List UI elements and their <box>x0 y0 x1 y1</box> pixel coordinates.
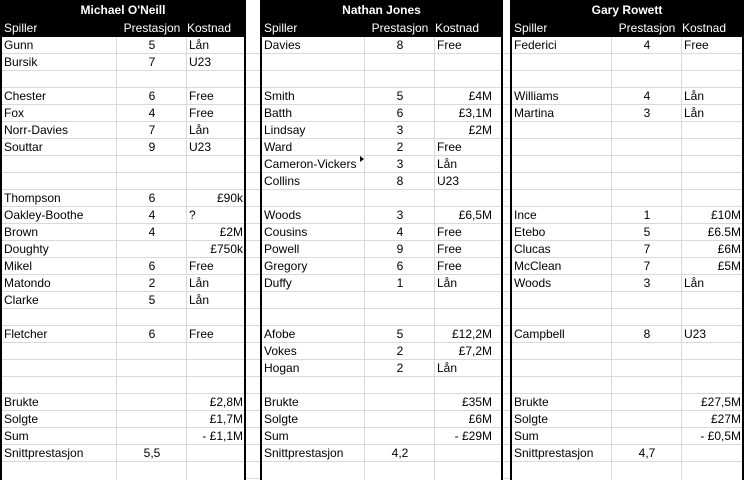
player-name-cell[interactable]: Woods <box>264 208 302 222</box>
player-name-cell[interactable]: Snittprestasjon <box>264 446 344 460</box>
table-row <box>512 275 742 292</box>
player-name-cell[interactable]: Mikel <box>4 259 33 273</box>
rating-cell[interactable]: 5 <box>396 89 404 103</box>
table-row <box>512 445 742 462</box>
table-row <box>262 394 501 411</box>
table-row <box>2 377 244 394</box>
player-name-cell[interactable]: Solgte <box>264 412 299 426</box>
player-column-header[interactable]: Spiller <box>514 21 548 35</box>
cost-cell[interactable]: Lån <box>437 276 458 290</box>
player-name-cell[interactable]: Cameron-Vickers <box>264 157 357 171</box>
cost-cell[interactable]: Lån <box>189 293 210 307</box>
cost-cell[interactable]: - £29M <box>454 429 492 443</box>
table-row <box>2 241 244 258</box>
manager-name[interactable]: Michael O'Neill <box>2 0 244 20</box>
rating-cell[interactable]: 2 <box>148 276 156 290</box>
table-row <box>262 258 501 275</box>
table-row <box>262 445 501 462</box>
rating-cell[interactable]: 4 <box>148 208 156 222</box>
table-row <box>2 71 244 88</box>
table-row <box>262 173 501 190</box>
rating-column-header[interactable]: Prestasjon <box>618 21 676 35</box>
table-row <box>512 207 742 224</box>
table-row <box>512 377 742 394</box>
rating-cell[interactable]: 4 <box>148 225 156 239</box>
cost-cell[interactable]: £2M <box>219 225 243 239</box>
table-row <box>512 37 742 54</box>
cost-cell[interactable]: - £0,5M <box>700 429 741 443</box>
table-row <box>2 309 244 326</box>
manager-block-2 <box>260 0 503 480</box>
column-header-row <box>262 20 501 37</box>
table-row <box>2 105 244 122</box>
cost-cell[interactable]: £2M <box>468 123 492 137</box>
table-row <box>262 326 501 343</box>
table-row <box>262 343 501 360</box>
table-row <box>262 428 501 445</box>
player-name-cell[interactable]: Sum <box>514 429 539 443</box>
table-row <box>512 326 742 343</box>
table-row <box>262 190 501 207</box>
table-row <box>262 275 501 292</box>
cost-cell[interactable]: Free <box>189 106 214 120</box>
table-row <box>512 190 742 207</box>
player-name-cell[interactable]: Federici <box>514 38 557 52</box>
player-name-cell[interactable]: Snittprestasjon <box>4 446 84 460</box>
rating-cell[interactable]: 1 <box>396 276 404 290</box>
rating-cell[interactable]: 8 <box>643 327 651 341</box>
column-header-row <box>512 20 742 37</box>
rating-cell[interactable]: 3 <box>396 208 404 222</box>
table-row <box>2 411 244 428</box>
table-row <box>2 224 244 241</box>
cost-cell[interactable]: £4M <box>468 89 492 103</box>
table-row <box>2 428 244 445</box>
rating-cell[interactable]: 4 <box>643 38 651 52</box>
player-name-cell[interactable]: Norr-Davies <box>4 123 69 137</box>
table-row <box>262 156 501 173</box>
rating-cell[interactable]: 7 <box>643 259 651 273</box>
player-name-cell[interactable]: Etebo <box>514 225 546 239</box>
cost-cell[interactable]: Lån <box>437 361 458 375</box>
rating-cell[interactable]: 9 <box>396 242 404 256</box>
player-name-cell[interactable]: Brukte <box>4 395 39 409</box>
cost-cell[interactable]: Free <box>189 259 214 273</box>
cost-cell[interactable]: £7,2M <box>458 344 492 358</box>
table-row <box>2 37 244 54</box>
cost-cell[interactable]: £6.5M <box>707 225 741 239</box>
rating-cell[interactable]: 5 <box>148 293 156 307</box>
rating-cell[interactable]: 6 <box>148 259 156 273</box>
cost-cell[interactable]: Free <box>189 89 214 103</box>
table-row <box>262 292 501 309</box>
rating-cell[interactable]: 5 <box>148 38 156 52</box>
cost-cell[interactable]: £90k <box>216 191 243 205</box>
rating-cell[interactable]: 6 <box>148 327 156 341</box>
player-name-cell[interactable]: Martina <box>514 106 555 120</box>
cost-cell[interactable]: - £1,1M <box>202 429 243 443</box>
cost-cell[interactable]: £27,5M <box>700 395 741 409</box>
cost-cell[interactable]: £10M <box>710 208 741 222</box>
rating-cell[interactable]: 7 <box>148 55 156 69</box>
table-row <box>2 207 244 224</box>
manager-block-3 <box>510 0 744 480</box>
player-name-cell[interactable]: Brown <box>4 225 39 239</box>
cost-cell[interactable]: Free <box>437 38 462 52</box>
table-row <box>262 207 501 224</box>
table-row <box>512 411 742 428</box>
table-row <box>512 139 742 156</box>
table-row <box>2 156 244 173</box>
player-name-cell[interactable]: Lindsay <box>264 123 306 137</box>
overflow-arrow-icon <box>360 156 364 162</box>
cost-cell[interactable]: £12,2M <box>451 327 492 341</box>
table-row <box>512 360 742 377</box>
player-name-cell[interactable]: Batth <box>264 106 293 120</box>
cost-cell[interactable]: £6M <box>468 412 492 426</box>
table-row <box>2 326 244 343</box>
player-name-cell[interactable]: McClean <box>514 259 562 273</box>
player-name-cell[interactable]: Woods <box>514 276 552 290</box>
table-row <box>512 258 742 275</box>
player-name-cell[interactable]: Brukte <box>514 395 549 409</box>
player-name-cell[interactable]: Hogan <box>264 361 300 375</box>
table-row <box>512 394 742 411</box>
player-name-cell[interactable]: Ward <box>264 140 293 154</box>
player-name-cell[interactable]: Solgte <box>514 412 549 426</box>
column-gap-2 <box>503 0 510 480</box>
rating-cell[interactable]: 7 <box>643 242 651 256</box>
cost-cell[interactable]: £5M <box>717 259 741 273</box>
rating-cell[interactable]: 6 <box>148 191 156 205</box>
rating-cell[interactable]: 4,2 <box>391 446 409 460</box>
cost-cell[interactable]: £6,5M <box>458 208 492 222</box>
rating-cell[interactable]: 5,5 <box>143 446 161 460</box>
player-name-cell[interactable]: Sum <box>4 429 29 443</box>
cost-cell[interactable]: U23 <box>189 140 212 154</box>
cost-cell[interactable]: Free <box>437 242 462 256</box>
cost-cell[interactable]: Lån <box>189 276 210 290</box>
table-row <box>2 139 244 156</box>
cost-cell[interactable]: Lån <box>684 89 705 103</box>
cost-cell[interactable]: ? <box>189 208 196 222</box>
player-name-cell[interactable]: Gregory <box>264 259 308 273</box>
manager-block-1 <box>0 0 246 480</box>
table-row <box>262 37 501 54</box>
table-row <box>2 394 244 411</box>
table-row <box>2 275 244 292</box>
rating-cell[interactable]: 5 <box>643 225 651 239</box>
table-row <box>2 173 244 190</box>
cost-cell[interactable]: Lån <box>189 38 210 52</box>
table-row <box>512 241 742 258</box>
rating-cell[interactable]: 3 <box>643 106 651 120</box>
rating-cell[interactable]: 6 <box>396 106 404 120</box>
manager-name[interactable]: Gary Rowett <box>512 0 742 20</box>
column-header-row <box>2 20 244 37</box>
rating-cell[interactable]: 2 <box>396 361 404 375</box>
rating-cell[interactable]: 9 <box>148 140 156 154</box>
table-row <box>262 241 501 258</box>
cost-cell[interactable]: Free <box>684 38 709 52</box>
player-name-cell[interactable]: Powell <box>264 242 300 256</box>
player-name-cell[interactable]: Fox <box>4 106 25 120</box>
rating-cell[interactable]: 2 <box>396 344 404 358</box>
rating-cell[interactable]: 3 <box>643 276 651 290</box>
player-column-header[interactable]: Spiller <box>4 21 38 35</box>
rating-column-header[interactable]: Prestasjon <box>123 21 181 35</box>
player-name-cell[interactable]: Campbell <box>514 327 565 341</box>
cost-cell[interactable]: U23 <box>684 327 707 341</box>
table-row <box>2 122 244 139</box>
rating-cell[interactable]: 8 <box>396 174 404 188</box>
player-name-cell[interactable]: Bursik <box>4 55 38 69</box>
rating-cell[interactable]: 6 <box>396 259 404 273</box>
player-column-header[interactable]: Spiller <box>264 21 298 35</box>
table-row <box>512 88 742 105</box>
player-name-cell[interactable]: Cousins <box>264 225 308 239</box>
table-row <box>262 139 501 156</box>
manager-name[interactable]: Nathan Jones <box>262 0 501 20</box>
cost-cell[interactable]: £2,8M <box>209 395 243 409</box>
cost-cell[interactable]: Lån <box>189 123 210 137</box>
rating-cell[interactable]: 4 <box>643 89 651 103</box>
player-name-cell[interactable]: Ince <box>514 208 537 222</box>
rating-cell[interactable]: 4,7 <box>638 446 656 460</box>
table-row <box>262 360 501 377</box>
player-name-cell[interactable]: Sum <box>264 429 289 443</box>
cost-cell[interactable]: Free <box>437 259 462 273</box>
table-row <box>262 105 501 122</box>
player-name-cell[interactable]: Fletcher <box>4 327 48 341</box>
table-row <box>512 224 742 241</box>
rating-cell[interactable]: 1 <box>643 208 651 222</box>
table-row <box>512 54 742 71</box>
player-name-cell[interactable]: Williams <box>514 89 559 103</box>
player-name-cell[interactable]: Smith <box>264 89 295 103</box>
cost-cell[interactable]: Free <box>189 327 214 341</box>
player-name-cell[interactable]: Doughty <box>4 242 49 256</box>
table-row <box>262 122 501 139</box>
cost-cell[interactable]: £750k <box>210 242 243 256</box>
cost-cell[interactable]: Lån <box>437 157 458 171</box>
cost-column-header[interactable]: Kostnad <box>682 21 727 35</box>
table-row <box>512 343 742 360</box>
rating-cell[interactable]: 8 <box>396 38 404 52</box>
table-row <box>2 343 244 360</box>
table-row <box>512 156 742 173</box>
cost-cell[interactable]: Lån <box>684 276 705 290</box>
cost-cell[interactable]: U23 <box>189 55 212 69</box>
player-name-cell[interactable]: Thompson <box>4 191 61 205</box>
table-row <box>2 292 244 309</box>
rating-cell[interactable]: 2 <box>396 140 404 154</box>
table-row <box>512 292 742 309</box>
player-name-cell[interactable]: Snittprestasjon <box>514 446 594 460</box>
table-row <box>2 445 244 462</box>
player-name-cell[interactable]: Brukte <box>264 395 299 409</box>
player-name-cell[interactable]: Matondo <box>4 276 51 290</box>
table-row <box>2 88 244 105</box>
rating-cell[interactable]: 3 <box>396 157 404 171</box>
cost-cell[interactable]: £6M <box>717 242 741 256</box>
cost-cell[interactable]: U23 <box>437 174 460 188</box>
table-row <box>512 309 742 326</box>
table-row <box>262 309 501 326</box>
rating-cell[interactable]: 4 <box>148 106 156 120</box>
table-row <box>512 105 742 122</box>
table-row <box>262 71 501 88</box>
rating-cell[interactable]: 5 <box>396 327 404 341</box>
table-row <box>262 224 501 241</box>
player-name-cell[interactable]: Clarke <box>4 293 39 307</box>
table-row <box>512 428 742 445</box>
table-row <box>262 88 501 105</box>
table-row <box>2 54 244 71</box>
player-name-cell[interactable]: Vokes <box>264 344 297 358</box>
column-gap-1 <box>246 0 260 480</box>
table-row <box>2 190 244 207</box>
rating-cell[interactable]: 6 <box>148 89 156 103</box>
player-name-cell[interactable]: Collins <box>264 174 301 188</box>
player-name-cell[interactable]: Souttar <box>4 140 43 154</box>
table-row <box>262 377 501 394</box>
table-row <box>512 71 742 88</box>
player-name-cell[interactable]: Chester <box>4 89 47 103</box>
rating-column-header[interactable]: Prestasjon <box>371 21 429 35</box>
player-name-cell[interactable]: Davies <box>264 38 301 52</box>
cost-column-header[interactable]: Kostnad <box>187 21 232 35</box>
cost-cell[interactable]: Free <box>437 140 462 154</box>
table-row <box>262 411 501 428</box>
rating-cell[interactable]: 4 <box>396 225 404 239</box>
player-name-cell[interactable]: Oakley-Boothe <box>4 208 84 222</box>
player-name-cell[interactable]: Duffy <box>264 276 292 290</box>
rating-cell[interactable]: 7 <box>148 123 156 137</box>
table-row <box>512 122 742 139</box>
table-row <box>262 54 501 71</box>
table-row <box>2 360 244 377</box>
cost-column-header[interactable]: Kostnad <box>435 21 480 35</box>
cost-cell[interactable]: £35M <box>461 395 492 409</box>
table-row <box>512 173 742 190</box>
player-name-cell[interactable]: Clucas <box>514 242 551 256</box>
player-name-cell[interactable]: Gunn <box>4 38 34 52</box>
cost-cell[interactable]: £3,1M <box>458 106 492 120</box>
table-row <box>2 258 244 275</box>
cost-cell[interactable]: £1,7M <box>209 412 243 426</box>
player-name-cell[interactable]: Solgte <box>4 412 39 426</box>
cost-cell[interactable]: Lån <box>684 106 705 120</box>
player-name-cell[interactable]: Afobe <box>264 327 296 341</box>
rating-cell[interactable]: 3 <box>396 123 404 137</box>
cost-cell[interactable]: Free <box>437 225 462 239</box>
cost-cell[interactable]: £27M <box>710 412 741 426</box>
